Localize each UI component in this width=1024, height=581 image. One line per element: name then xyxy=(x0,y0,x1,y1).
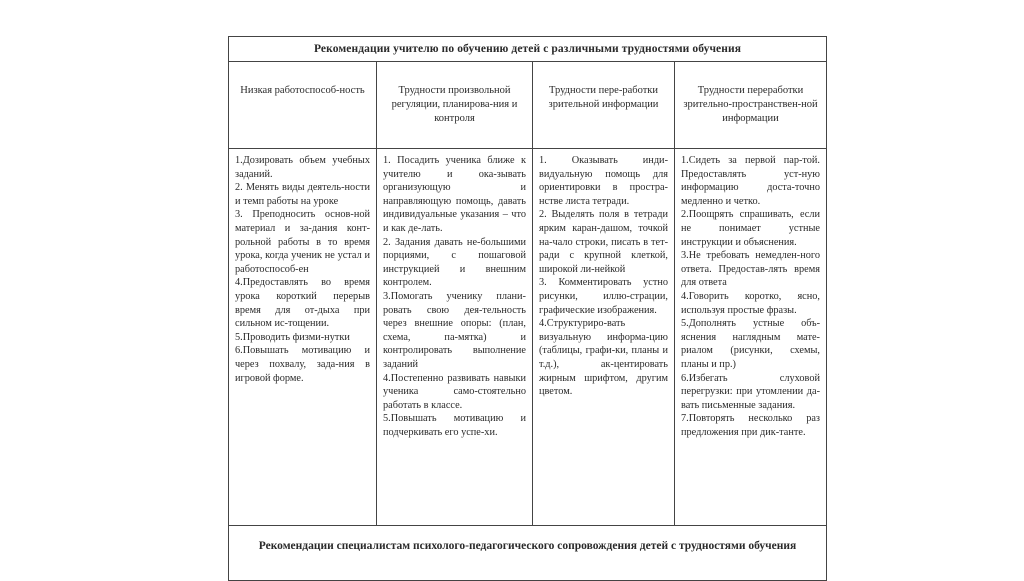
recommendations-row xyxy=(229,149,826,526)
header-cell-visuospatial-processing: Трудности переработки зрительно-пространствен-ной информации xyxy=(683,85,818,124)
list-item: 1. Оказывать инди-видуальную помощь для ориентировки в простра-нстве листа тетради. xyxy=(539,155,668,207)
list-item: 6.Избегать слуховой перегрузки: при утомлении да-вать письменные задания. xyxy=(681,372,820,411)
list-item: 4.Структуриро-вать визуальную информа-цию (таблицы, графи-ки, планы и т.д.), ак-центировать жирным шрифтом, другим цветом. xyxy=(539,318,668,398)
column-low-workability xyxy=(229,149,377,525)
list-item: 3.Помогать ученику плани-ровать свою дея-тельность через внешние опоры: (план, схема, па-мятка) и контролировать выполнение заданий xyxy=(383,290,526,370)
list-item: 4.Говорить коротко, ясно, используя простые фразы. xyxy=(681,290,820,316)
table-title: Рекомендации учителю по обучению детей с различными трудностями обучения xyxy=(229,37,826,62)
recommendations-table xyxy=(228,36,827,581)
list-item: 3.Не требовать немедлен-ного ответа. Предостав-лять время для ответа xyxy=(681,250,820,289)
column-visual-processing xyxy=(533,149,675,525)
header-cell-visual-processing: Трудности пере-работки зрительной информации xyxy=(533,62,675,148)
list-item: 5.Повышать мотивацию и подчеркивать его успе-хи. xyxy=(383,413,526,438)
list-item: 4.Постепенно развивать навыки ученика само-стоятельно работать в классе. xyxy=(383,372,526,411)
header-row xyxy=(229,62,826,149)
list-item: 2. Задания давать не-большими порциями, с пошаговой инструкцией и внешним контролем. xyxy=(383,236,526,289)
list-item: 1.Сидеть за первой пар-той. Предоставлять уст-ную информацию доста-точно медленно и четко. xyxy=(681,155,820,207)
header-cell-low-workability: Низкая работоспособ-ность xyxy=(229,62,377,148)
list-item: 3. Комментировать устно рисунки, иллю-страции, графические изображения. xyxy=(539,277,668,316)
column-self-regulation xyxy=(377,149,533,525)
list-item: 7.Повторять несколько раз предложения при дик-танте. xyxy=(681,413,820,438)
list-item: 2.Поощрять спрашивать, если не понимает устные инструкции и объяснения. xyxy=(681,209,820,248)
list-item: 5.Проводить физми-нутки xyxy=(235,331,350,343)
list-item: 2. Менять виды деятель-ности и темп работы на уроке xyxy=(235,182,370,207)
header-cell-self-regulation: Трудности произвольной регуляции, планирова-ния и контроля xyxy=(377,62,533,148)
list-item: 5.Дополнять устные объ-яснения наглядным мате-риалом (рисунки, схемы, планы и пр.) xyxy=(681,318,820,370)
list-item: 1. Посадить ученика ближе к учителю и ока-зывать организующую и направляющую помощь, давать индивидуальные указания – что и как де-лать. xyxy=(383,155,526,234)
list-item: 3. Преподносить основ-ной материал и за-дания конт-рольной работы в то время урока, когда ученик не устал и работоспособ-ен 4.Предоставлять во время урока короткий перерыв время для от-дыха при сильном ис-тощении. xyxy=(235,209,370,330)
list-item: 2. Выделять поля в тетради ярким каран-дашом, точкой на-чало строки, писать в тет-ради с крупной клеткой, широкой ли-нейкой xyxy=(539,209,668,275)
list-item: 1.Дозировать объем учебных заданий. xyxy=(235,155,370,180)
column-visuospatial-processing xyxy=(675,149,826,525)
list-item: 6.Повышать мотивацию и через похвалу, зада-ния в игровой форме. xyxy=(235,345,370,384)
specialists-section-title: Рекомендации специалистам психолого-педагогического сопровождения детей с трудностями обучения xyxy=(258,540,797,552)
